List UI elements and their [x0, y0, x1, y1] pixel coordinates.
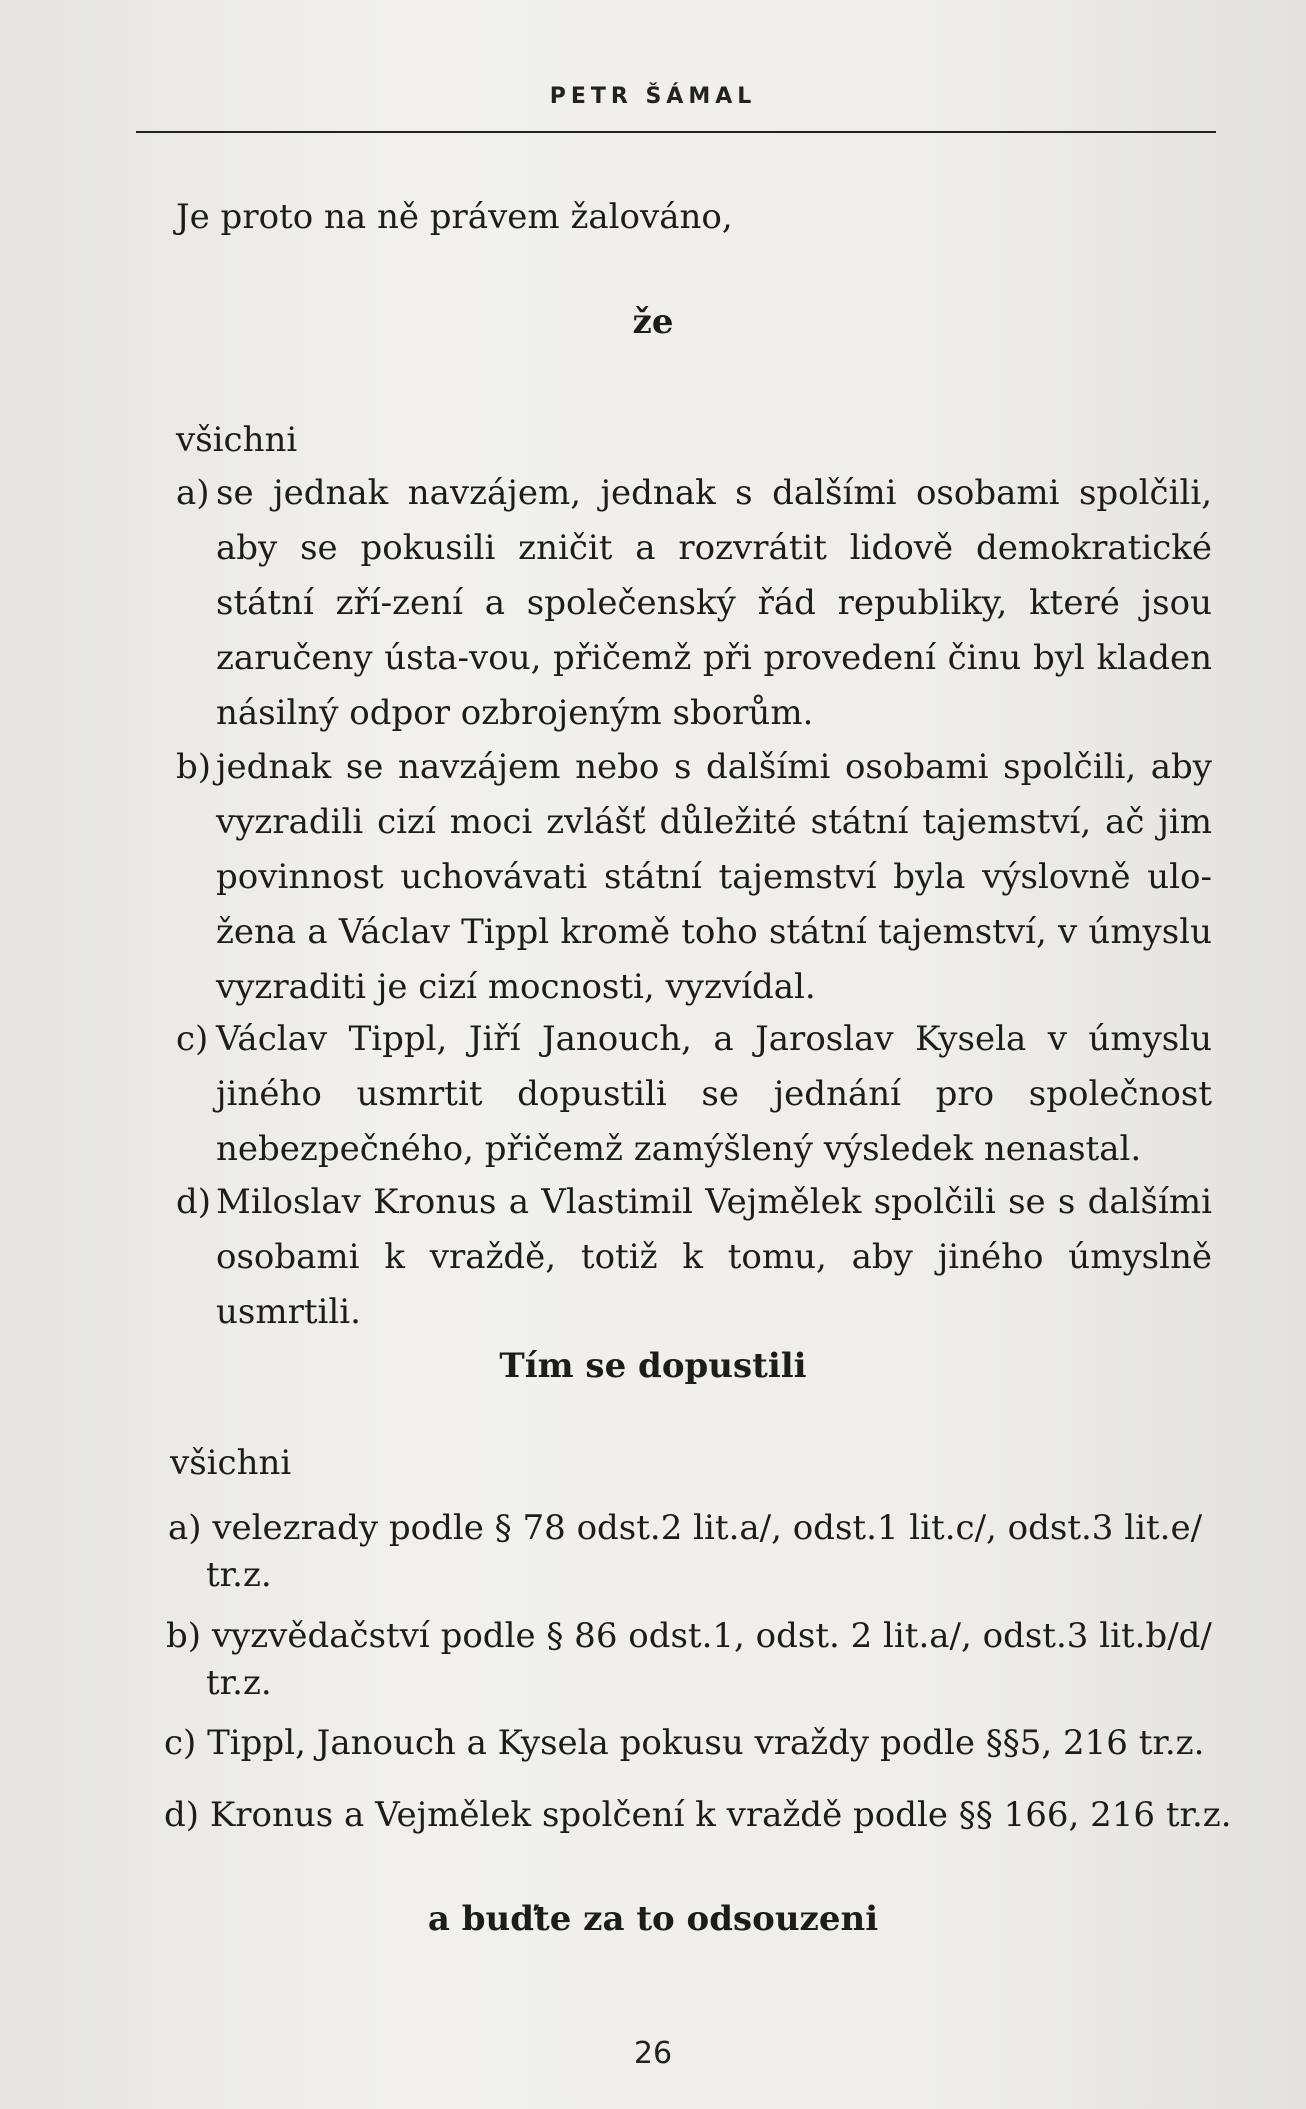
charges-all-label: všichni — [170, 1443, 292, 1483]
charges-heading: Tím se dopustili — [499, 1346, 807, 1386]
indictment-item-a: se jednak navzájem, jednak s dalšími osobami spolčili, aby se pokusili zničit a rozvrátit lidově demokratické státní zří-zení a společenský řád republiky, které jsou zaručeny ústa-vou, přičemž při provedení činu byl kladen násilný odpor ozbrojeným sborům. — [216, 473, 1212, 733]
closing-line: a buďte za to odsouzeni — [427, 1899, 879, 1939]
item-marker-d: d) — [176, 1182, 212, 1222]
charge-d: d) Kronus a Vejmělek spolčení k vraždě podle §§ 166, 216 tr.z. — [164, 1795, 1232, 1835]
header-rule — [136, 131, 1216, 133]
item-marker-b: b) — [176, 747, 212, 787]
page-number: 26 — [633, 2036, 673, 2071]
item-marker-c: c) — [176, 1019, 209, 1059]
charge-b: b) vyzvědačství podle § 86 odst.1, odst. 2 lit.a/, odst.3 lit.b/d/ — [166, 1616, 1212, 1656]
charge-a: a) velezrady podle § 78 odst.2 lit.a/, odst.1 lit.c/, odst.3 lit.e/ — [168, 1508, 1203, 1548]
charge-b-cont: tr.z. — [206, 1663, 272, 1703]
all-label: všichni — [176, 420, 298, 460]
indictment-item-b: jednak se navzájem nebo s dalšími osobami spolčili, aby vyzradili cizí moci zvlášť důležité státní tajemství, ač jim povinnost uchovávati státní tajemství byla výslovně ulo-žena a Václav Tippl kromě toho státní tajemství, v úmyslu vyzraditi je cizí mocnosti, vyzvídal. — [216, 747, 1212, 1007]
item-marker-a: a) — [176, 473, 210, 513]
running-head: PETR ŠÁMAL — [549, 84, 757, 109]
charge-c: c) Tippl, Janouch a Kysela pokusu vraždy podle §§5, 216 tr.z. — [164, 1723, 1205, 1763]
indictment-item-c: Václav Tippl, Jiří Janouch, a Jaroslav Kysela v úmyslu jiného usmrtit dopustili se jednání pro společnost nebezpečného, přičemž zamýšlený výsledek nenastal. — [216, 1019, 1212, 1169]
charge-a-cont: tr.z. — [206, 1555, 272, 1595]
ze-heading: že — [632, 302, 674, 342]
intro-line: Je proto na ně právem žalováno, — [176, 197, 733, 237]
indictment-item-d: Miloslav Kronus a Vlastimil Vejmělek spolčili se s dalšími osobami k vraždě, totiž k tomu, aby jiného úmyslně usmrtili. — [216, 1182, 1212, 1332]
